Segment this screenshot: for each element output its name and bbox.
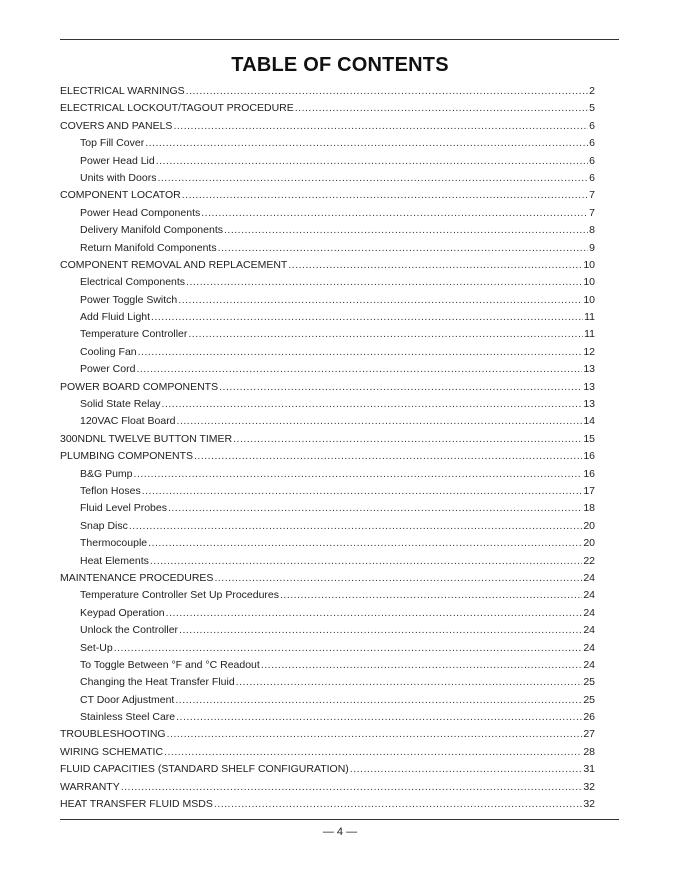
toc-entry-page: 25	[583, 693, 595, 706]
toc-entry[interactable]	[60, 448, 595, 465]
toc-entry-label: WIRING SCHEMATIC	[60, 745, 164, 758]
toc-entry-label: Delivery Manifold Components	[80, 224, 223, 237]
toc-entry-page: 13	[583, 363, 595, 376]
toc-subentry[interactable]	[60, 170, 595, 187]
toc-subentry[interactable]	[60, 605, 595, 622]
toc-entry-page: 11	[584, 311, 595, 324]
toc-entry[interactable]	[60, 118, 595, 135]
toc-subentry[interactable]	[60, 483, 595, 500]
toc-entry[interactable]	[60, 83, 595, 100]
toc-leader-dots	[224, 222, 588, 239]
toc-entry-page: 24	[583, 606, 595, 619]
toc-entry-label: Snap Disc	[80, 519, 128, 532]
toc-entry-page: 10	[583, 293, 595, 306]
toc-subentry[interactable]	[60, 674, 595, 691]
toc-subentry[interactable]	[60, 692, 595, 709]
toc-entry-label: Temperature Controller Set Up Procedures	[80, 589, 280, 602]
toc-entry-label: Stainless Steel Care	[80, 711, 176, 724]
toc-subentry[interactable]	[60, 222, 595, 239]
toc-entry-page: 6	[589, 137, 595, 150]
toc-entry-page: 22	[583, 554, 595, 567]
toc-entry-page: 14	[583, 415, 595, 428]
toc-leader-dots	[182, 187, 588, 204]
toc-entry-page: 10	[583, 276, 595, 289]
toc-entry[interactable]	[60, 431, 595, 448]
toc-subentry[interactable]	[60, 344, 595, 361]
toc-entry-page: 2	[589, 85, 595, 97]
toc-entry-page: 7	[589, 189, 595, 202]
toc-entry-label: PLUMBING COMPONENTS	[60, 450, 194, 463]
toc-entry-page: 6	[589, 154, 595, 167]
toc-entry-label: Power Toggle Switch	[80, 293, 178, 306]
toc-entry-label: Solid State Relay	[80, 398, 161, 411]
toc-entry-label: 120VAC Float Board	[80, 415, 176, 428]
toc-leader-dots	[145, 135, 588, 152]
toc-leader-dots	[157, 170, 588, 187]
toc-subentry[interactable]	[60, 640, 595, 657]
toc-entry-label: Heat Elements	[80, 554, 149, 567]
toc-entry-label: MAINTENANCE PROCEDURES	[60, 571, 214, 584]
toc-leader-dots	[186, 83, 588, 100]
toc-entry[interactable]	[60, 379, 595, 396]
toc-entry-page: 5	[589, 102, 595, 115]
toc-subentry[interactable]	[60, 587, 595, 604]
toc-leader-dots	[121, 779, 583, 796]
bottom-rule	[60, 819, 619, 820]
toc-leader-dots	[114, 640, 583, 657]
toc-leader-dots	[295, 100, 588, 117]
toc-entry-label: WARRANTY	[60, 780, 120, 793]
toc-entry-label: Power Cord	[80, 363, 136, 376]
toc-entry[interactable]	[60, 726, 595, 743]
toc-entry-page: 17	[583, 484, 595, 497]
toc-leader-dots	[194, 448, 582, 465]
toc-leader-dots	[151, 309, 583, 326]
toc-entry-page: 6	[589, 119, 595, 132]
toc-entry-label: FLUID CAPACITIES (STANDARD SHELF CONFIGURATION)	[60, 763, 349, 776]
toc-entry-label: POWER BOARD COMPONENTS	[60, 380, 219, 393]
toc-entry-label: ELECTRICAL LOCKOUT/TAGOUT PROCEDURE	[60, 102, 294, 115]
toc-leader-dots	[350, 761, 583, 778]
toc-leader-dots	[178, 292, 582, 309]
toc-entry[interactable]	[60, 796, 595, 813]
toc-entry-label: Top Fill Cover	[80, 137, 145, 150]
toc-entry-page: 9	[589, 241, 595, 254]
toc-entry[interactable]	[60, 779, 595, 796]
toc-entry-label: COVERS AND PANELS	[60, 119, 173, 132]
toc-leader-dots	[156, 153, 588, 170]
toc-subentry[interactable]	[60, 153, 595, 170]
toc-subentry[interactable]	[60, 622, 595, 639]
toc-subentry[interactable]	[60, 709, 595, 726]
toc-subentry[interactable]	[60, 466, 595, 483]
toc-entry-label: TROUBLESHOOTING	[60, 728, 166, 741]
toc-entry-page: 24	[583, 624, 595, 637]
toc-leader-dots	[138, 344, 583, 361]
toc-subentry[interactable]	[60, 205, 595, 222]
table-of-contents	[60, 83, 595, 813]
toc-leader-dots	[166, 605, 583, 622]
toc-subentry[interactable]	[60, 240, 595, 257]
toc-subentry[interactable]	[60, 274, 595, 291]
toc-subentry[interactable]	[60, 326, 595, 343]
toc-entry-page: 32	[583, 780, 595, 793]
toc-entry-page: 20	[583, 537, 595, 550]
toc-entry-page: 24	[583, 589, 595, 602]
toc-entry-page: 27	[583, 728, 595, 741]
toc-leader-dots	[214, 570, 582, 587]
toc-entry-label: Keypad Operation	[80, 606, 165, 619]
page-number: — 4 —	[322, 826, 358, 838]
toc-leader-dots	[148, 535, 582, 552]
toc-leader-dots	[167, 726, 583, 743]
toc-entry-page: 16	[583, 467, 595, 480]
toc-entry-label: To Toggle Between °F and °C Readout	[80, 658, 260, 671]
toc-entry-label: CT Door Adjustment	[80, 693, 175, 706]
toc-entry-page: 11	[584, 328, 595, 341]
toc-leader-dots	[201, 205, 588, 222]
toc-entry-label: Teflon Hoses	[80, 484, 141, 497]
toc-subentry[interactable]	[60, 309, 595, 326]
toc-leader-dots	[150, 553, 582, 570]
toc-leader-dots	[164, 744, 582, 761]
toc-entry-label: Return Manifold Components	[80, 241, 217, 254]
toc-entry-label: Add Fluid Light	[80, 311, 151, 324]
toc-subentry[interactable]	[60, 657, 595, 674]
toc-entry-label: B&G Pump	[80, 467, 133, 480]
toc-leader-dots	[261, 657, 582, 674]
toc-subentry[interactable]	[60, 500, 595, 517]
toc-entry-label: HEAT TRANSFER FLUID MSDS	[60, 798, 213, 811]
toc-entry-page: 13	[583, 398, 595, 411]
toc-entry-page: 20	[583, 519, 595, 532]
toc-entry-page: 31	[583, 763, 595, 776]
toc-entry-label: Unlock the Controller	[80, 624, 179, 637]
toc-entry-page: 26	[583, 711, 595, 724]
toc-entry[interactable]	[60, 187, 595, 204]
toc-leader-dots	[186, 274, 582, 291]
toc-entry[interactable]	[60, 100, 595, 117]
toc-entry-page: 16	[583, 450, 595, 463]
toc-leader-dots	[179, 622, 582, 639]
toc-leader-dots	[233, 431, 582, 448]
toc-entry-label: Changing the Heat Transfer Fluid	[80, 676, 235, 689]
toc-entry-page: 24	[583, 641, 595, 654]
toc-leader-dots	[236, 674, 583, 691]
toc-subentry[interactable]	[60, 292, 595, 309]
toc-leader-dots	[173, 118, 588, 135]
toc-entry-label: Set-Up	[80, 641, 113, 654]
toc-entry-label: Cooling Fan	[80, 345, 137, 358]
toc-entry-label: Fluid Level Probes	[80, 502, 167, 515]
toc-leader-dots	[134, 466, 583, 483]
toc-entry-page: 25	[583, 676, 595, 689]
toc-subentry[interactable]	[60, 135, 595, 152]
toc-entry[interactable]	[60, 761, 595, 778]
toc-entry-label: Electrical Components	[80, 276, 186, 289]
toc-subentry[interactable]	[60, 361, 595, 378]
toc-entry-page: 18	[583, 502, 595, 515]
toc-entry-page: 6	[589, 171, 595, 184]
toc-leader-dots	[177, 413, 583, 430]
toc-entry-page: 10	[583, 258, 595, 271]
page-title: TABLE OF CONTENTS	[231, 54, 449, 76]
toc-entry-page: 15	[583, 432, 595, 445]
toc-entry[interactable]	[60, 570, 595, 587]
toc-leader-dots	[219, 379, 582, 396]
toc-entry-label: 300NDNL TWELVE BUTTON TIMER	[60, 432, 233, 445]
toc-entry[interactable]	[60, 257, 595, 274]
toc-entry-label: Thermocouple	[80, 537, 148, 550]
toc-leader-dots	[288, 257, 582, 274]
toc-subentry[interactable]	[60, 413, 595, 430]
toc-leader-dots	[175, 692, 582, 709]
toc-entry-label: Power Head Components	[80, 206, 201, 219]
toc-leader-dots	[280, 587, 582, 604]
toc-leader-dots	[176, 709, 582, 726]
toc-subentry[interactable]	[60, 518, 595, 535]
toc-leader-dots	[218, 240, 589, 257]
toc-entry-label: Units with Doors	[80, 171, 157, 184]
toc-entry-page: 13	[583, 380, 595, 393]
toc-leader-dots	[214, 796, 582, 813]
toc-entry-page: 24	[583, 571, 595, 584]
toc-entry-label: COMPONENT REMOVAL AND REPLACEMENT	[60, 258, 288, 271]
toc-leader-dots	[136, 361, 582, 378]
top-rule	[60, 39, 619, 40]
toc-leader-dots	[188, 326, 583, 343]
toc-subentry[interactable]	[60, 396, 595, 413]
toc-leader-dots	[162, 396, 583, 413]
toc-subentry[interactable]	[60, 553, 595, 570]
toc-entry-label: COMPONENT LOCATOR	[60, 189, 181, 202]
toc-entry[interactable]	[60, 744, 595, 761]
toc-entry-page: 7	[589, 206, 595, 219]
toc-entry-page: 12	[583, 345, 595, 358]
toc-entry-label: Power Head Lid	[80, 154, 155, 167]
toc-entry-label: Temperature Controller	[80, 328, 188, 341]
toc-leader-dots	[168, 500, 582, 517]
toc-subentry[interactable]	[60, 535, 595, 552]
toc-leader-dots	[142, 483, 583, 500]
toc-leader-dots	[129, 518, 582, 535]
toc-entry-page: 28	[583, 745, 595, 758]
toc-entry-page: 8	[589, 224, 595, 237]
toc-entry-page: 24	[583, 658, 595, 671]
toc-entry-label: ELECTRICAL WARNINGS	[60, 85, 185, 97]
toc-entry-page: 32	[583, 798, 595, 811]
